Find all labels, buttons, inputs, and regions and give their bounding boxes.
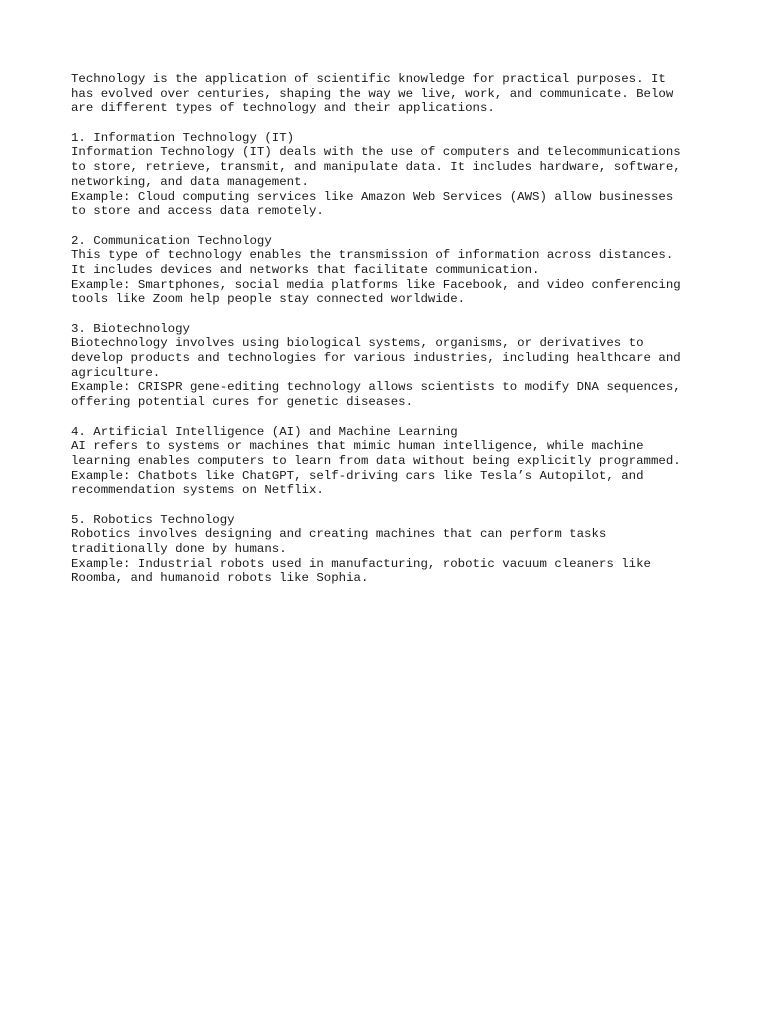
section-communication-technology	[71, 234, 731, 307]
section-heading: 4. Artificial Intelligence (AI) and Machine Learning	[71, 424, 458, 439]
text-line: tools like Zoom help people stay connected worldwide.	[71, 292, 466, 307]
paragraph-gap	[71, 116, 731, 131]
section-heading: 3. Biotechnology	[71, 321, 190, 336]
text-line: develop products and technologies for various industries, including healthcare and	[71, 351, 681, 366]
text-line: traditionally done by humans.	[71, 542, 287, 556]
example-line: Example: Chatbots like ChatGPT, self-driving cars like Tesla’s Autopilot, and	[71, 468, 644, 483]
section-robotics-technology	[71, 513, 731, 586]
text-line: recommendation systems on Netflix.	[71, 483, 324, 498]
section-ai-machine-learning	[71, 425, 731, 498]
intro-paragraph	[71, 72, 731, 116]
text-line: Technology is the application of scientific knowledge for practical purposes. It	[71, 72, 666, 86]
text-line: are different types of technology and their applications.	[71, 101, 495, 116]
text-line: Robotics involves designing and creating machines that can perform tasks	[71, 527, 607, 542]
text-line: AI refers to systems or machines that mimic human intelligence, while machine	[71, 439, 644, 454]
section-heading: 1. Information Technology (IT)	[71, 130, 295, 145]
text-line: Information Technology (IT) deals with the use of computers and telecommunications	[71, 145, 681, 160]
section-biotechnology	[71, 322, 731, 410]
example-line: Example: Smartphones, social media platforms like Facebook, and video conferencing	[71, 277, 681, 292]
text-line: This type of technology enables the transmission of information across distances.	[71, 248, 674, 263]
section-heading: 2. Communication Technology	[71, 233, 272, 248]
paragraph-gap	[71, 498, 731, 513]
section-information-technology	[71, 131, 731, 219]
text-line: It includes devices and networks that facilitate communication.	[71, 262, 540, 277]
text-line: to store and access data remotely.	[71, 204, 324, 219]
paragraph-gap	[71, 219, 731, 234]
example-line: Example: Industrial robots used in manufacturing, robotic vacuum cleaners like	[71, 556, 651, 571]
example-line: Example: Cloud computing services like Amazon Web Services (AWS) allow businesses	[71, 189, 674, 204]
paragraph-gap	[71, 410, 731, 425]
text-line: to store, retrieve, transmit, and manipulate data. It includes hardware, software,	[71, 160, 681, 175]
text-line: Roomba, and humanoid robots like Sophia.	[71, 571, 369, 586]
text-line: offering potential cures for genetic diseases.	[71, 395, 414, 410]
text-line: networking, and data management.	[71, 174, 309, 189]
example-line: Example: CRISPR gene-editing technology allows scientists to modify DNA sequences,	[71, 380, 681, 395]
paragraph-gap	[71, 307, 731, 322]
text-line: learning enables computers to learn from data without being explicitly programmed.	[71, 453, 681, 468]
document-body	[71, 72, 731, 586]
section-heading: 5. Robotics Technology	[71, 512, 235, 527]
text-line: agriculture.	[71, 365, 161, 380]
text-line: Biotechnology involves using biological systems, organisms, or derivatives to	[71, 336, 644, 351]
text-line: has evolved over centuries, shaping the way we live, work, and communicate. Below	[71, 86, 674, 101]
